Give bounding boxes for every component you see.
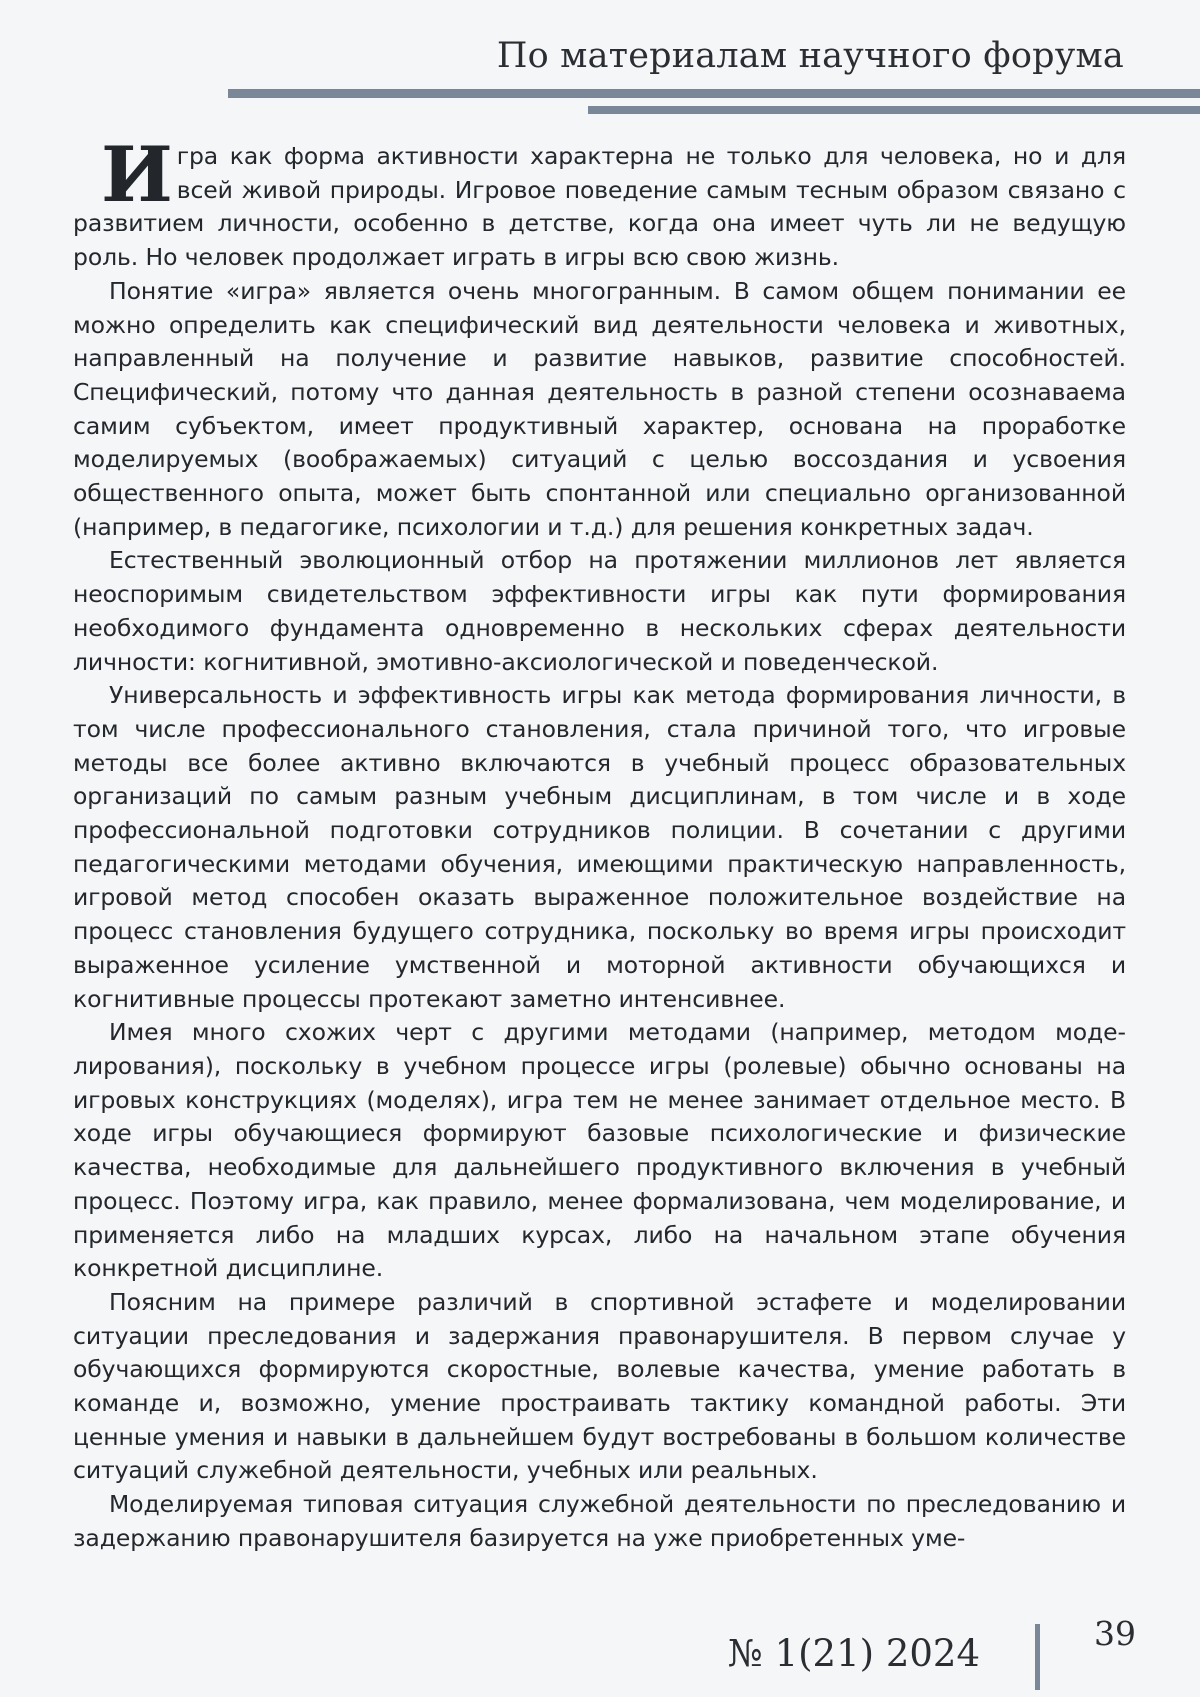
footer-divider (1035, 1624, 1040, 1690)
paragraph-text: гра как форма активности характерна не только для человека, но и для всей живой природы. Игровое поведение самым тесным образом связано с развитием личности, особенно в детстве, когда она имеет чуть ли не ведущую роль. Но человек продолжает играть в игры всю свою жизнь. (73, 142, 1126, 272)
article-paragraph: Имея много схожих черт с другими методами (например, методом моделирования), поскольку в учебном процессе игры (ролевые) обычно основаны на игровых конструкциях (моделях), игра тем не менее занимает отдельное место. В ходе игры обучающиеся формируют базовые психологические и физические качества, необходимые для дальнейшего продуктивного включения в учебный процесс. Поэтому игра, как правило, менее формализована, чем моделирование, и применяется либо на младших курсах, либо на начальном этапе обучения конкретной дисциплине. (73, 1018, 1126, 1283)
article-body (73, 130, 1126, 1556)
article-paragraph: Понятие «игра» является очень многогранным. В самом общем понимании ее можно определить как специфический вид деятельности человека и животных, направленный на получение и развитие навыков, развитие способностей. Специфический, потому что данная деятельность в разной степени осознаваема самим субъектом, имеет продуктивный характер, основана на проработке моделируемых (воображаемых) ситуаций с целью воссоздания и усвоения общественного опыта, может быть спонтанной или специально организованной (например, в педагогике, психологии и т.д.) для решения конкретных задач. (73, 276, 1126, 541)
article-paragraph (73, 130, 1126, 275)
drop-cap: И (101, 130, 173, 219)
article-paragraph: Моделируемая типовая ситуация служебной деятельности по преследованию и задержанию правонарушителя базируется на уже приобретенных уме- (73, 1490, 1126, 1552)
article-paragraph: Поясним на примере различий в спортивной эстафете и моделировании ситуации преследования и задержания правонарушителя. В первом случае у обучающихся формируются скоростные, волевые качества, умение работать в команде и, возможно, умение простраивать тактику командной работы. Эти ценные умения и навыки в дальнейшем будут востребованы в большом количестве ситуаций служебной деятельности, учебных или реальных. (73, 1287, 1126, 1485)
article-paragraph: Естественный эволюционный отбор на протяжении миллионов лет является неоспоримым свидетельством эффективности игры как пути формирования необходимого фундамента одновременно в нескольких сферах деятельности личности: когнитивной, эмотивно-аксиологической и поведенческой. (73, 546, 1126, 676)
header-rule-lower (588, 106, 1200, 114)
page-number: 39 (1094, 1614, 1136, 1653)
issue-number: № 1(21) 2024 (727, 1632, 980, 1675)
header-rule-upper (228, 89, 1200, 98)
article-paragraph: Универсальность и эффективность игры как метода формирования личности, в том числе профессионального становления, стала причиной того, что игровые методы все более активно включаются в учебный процесс образовательных организаций по самым разным учебным дисциплинам, в том числе и в ходе профессиональной подготовки сотрудников полиции. В сочетании с другими педагогическими методами обучения, имеющими практическую направленность, игровой метод способен оказать выраженное положительное воздействие на процесс становления будущего сотрудника, поскольку во время игры происходит выраженное усиление умственной и моторной активности обучающихся и когнитивные процессы протекают заметно интенсивнее. (73, 681, 1126, 1013)
running-header-title: По материалам научного форума (496, 36, 1124, 76)
